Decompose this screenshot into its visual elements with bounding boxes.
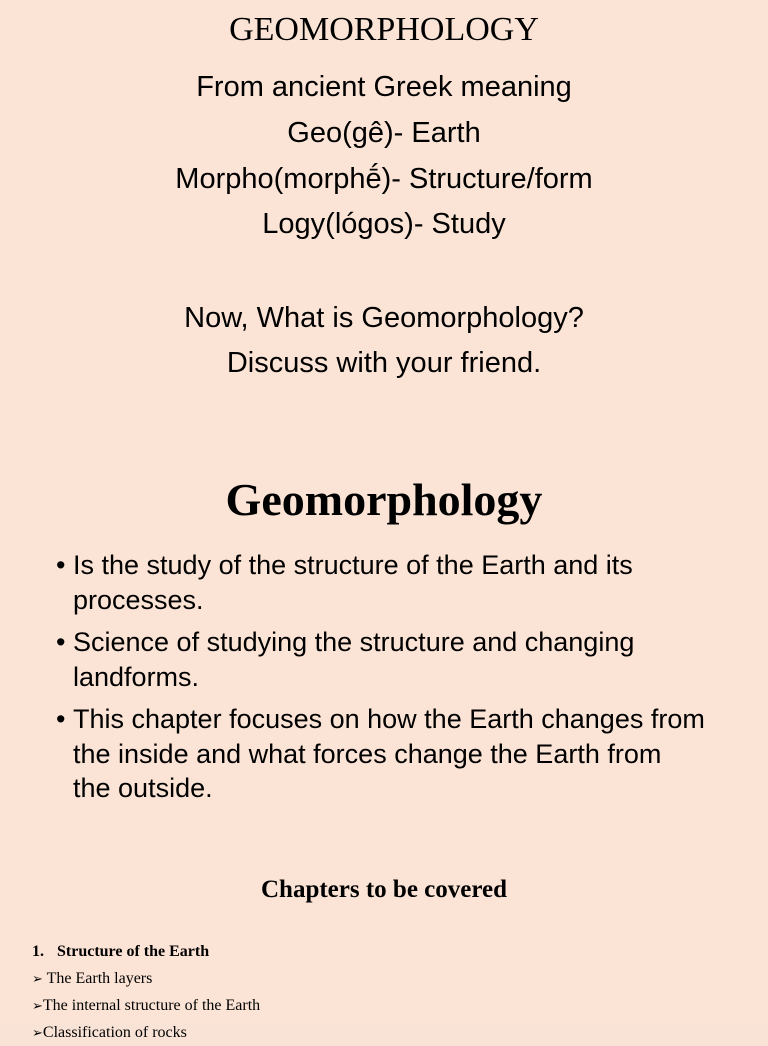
item-number: 1. [32,943,44,960]
item-text: The internal structure of the Earth [42,997,261,1014]
list-item [32,965,260,992]
item-text: Classification of rocks [42,1024,187,1041]
arrow-bullet-icon: ➢ [32,1025,43,1040]
arrow-bullet-icon: ➢ [32,971,43,986]
question-line: Now, What is Geomorphology? [184,302,584,334]
slide-chapters [0,840,768,1041]
slide-definition [0,420,768,840]
bullet-text: This chapter focuses on how the Earth changes from the inside and what forces change the Earth from the outside. [73,704,705,803]
definition-list [56,548,706,814]
intro-line: From ancient Greek meaning [196,71,572,103]
list-item [32,938,260,965]
bullet-text: Science of studying the structure and changing landforms. [73,627,635,692]
item-text: Structure of the Earth [57,943,210,960]
bullet-icon: • [56,627,66,657]
bullet-icon: • [56,550,66,580]
slide-title: Chapters to be covered [260,876,508,903]
item-text: The Earth layers [42,970,153,987]
chapter-list [32,938,260,1046]
list-item [56,625,706,694]
list-item [56,548,706,617]
bullet-text: Is the study of the structure of the Earth and its processes. [73,550,633,615]
slide-title: GEOMORPHOLOGY [229,11,539,48]
etymology-geo: Geo(gê)- Earth [287,117,481,149]
slide-title: Geomorphology [225,474,543,525]
slide-etymology [0,0,768,420]
list-item [56,702,706,806]
etymology-morpho: Morpho(morphḗ)- Structure/form [175,163,593,195]
bullet-icon: • [56,704,66,734]
discuss-line: Discuss with your friend. [226,347,542,379]
list-item [32,1019,260,1046]
arrow-bullet-icon: ➢ [32,998,43,1013]
list-item [32,992,260,1019]
etymology-logy: Logy(lógos)- Study [262,208,506,240]
